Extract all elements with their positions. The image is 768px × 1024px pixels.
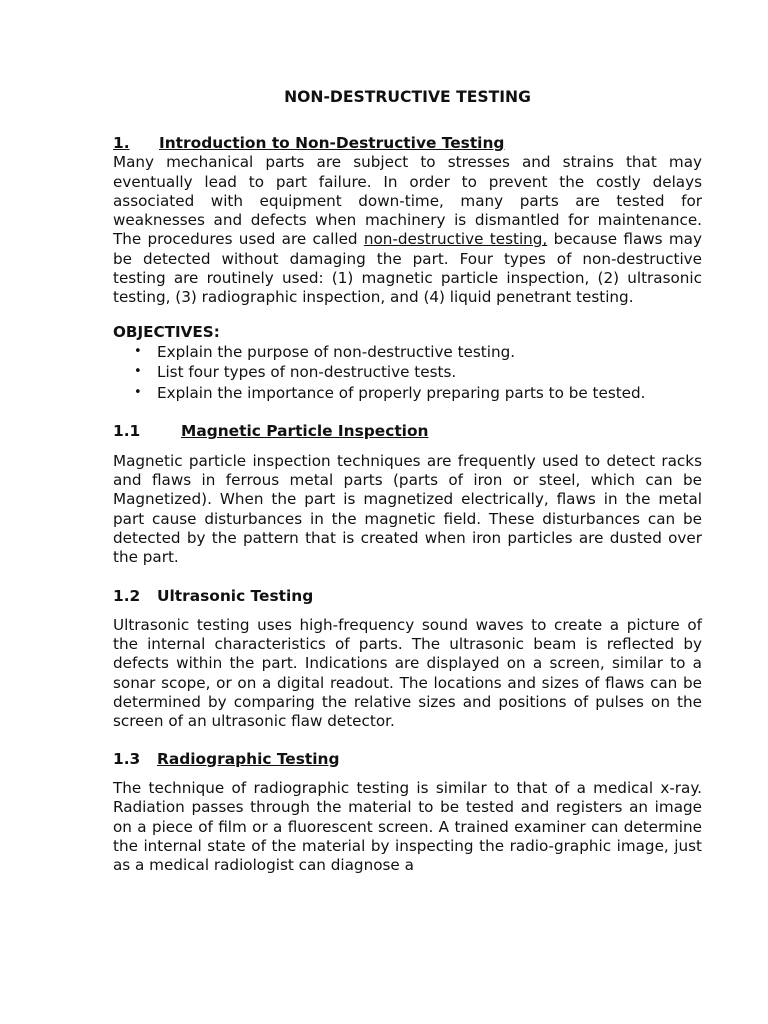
section-1-underlined-term: non-destructive testing, xyxy=(363,230,548,249)
objective-text: Explain the importance of properly preparing parts to be tested. xyxy=(157,383,646,402)
section-1-number: 1. xyxy=(113,134,130,153)
section-1-1-paragraph: Magnetic particle inspection techniques are frequently used to detect racks and flaws in ferrous metal parts (parts of iron or steel, which can be Magnetized). When the part is magnetized electrically, flaws in the metal part cause disturbances in the magnetic field. These disturbances can be detected by the pattern that is created when iron particles are dusted over the part. xyxy=(113,451,702,567)
bullet-icon: • xyxy=(134,384,142,400)
section-1-2-heading xyxy=(113,587,702,606)
document-title: NON-DESTRUCTIVE TESTING xyxy=(284,88,531,106)
section-1-3-title: Radiographic Testing xyxy=(157,749,340,768)
section-1-text-part-2: because flaws may be detected without damaging the part. Four types of non-destructive testing are routinely used: (1) magnetic particle inspection, (2) ultrasonic testing, (3) radiographic inspection, and (4) liquid penetrant testing. xyxy=(113,230,702,307)
objectives-heading: OBJECTIVES: xyxy=(113,322,220,341)
section-1-heading xyxy=(113,134,702,153)
section-1-2-title: Ultrasonic Testing xyxy=(157,586,314,605)
section-1-1-heading xyxy=(113,422,702,441)
section-1-3-number: 1.3 xyxy=(113,749,141,768)
section-1-paragraph xyxy=(113,153,702,307)
objective-text: Explain the purpose of non-destructive testing. xyxy=(157,342,516,361)
section-1-1-number: 1.1 xyxy=(113,422,141,441)
objectives-list xyxy=(113,342,702,404)
section-1-2-paragraph: Ultrasonic testing uses high-frequency sound waves to create a picture of the internal characteristics of parts. The ultrasonic beam is reflected by defects within the part. Indications are displayed on a screen, similar to a sonar scope, or on a digital readout. The locations and sizes of flaws can be determined by comparing the relative sizes and positions of pulses on the screen of an ultrasonic flaw detector. xyxy=(113,615,702,731)
section-1-2-number: 1.2 xyxy=(113,586,141,605)
section-1-text-part-1: Many mechanical parts are subject to stresses and strains that may eventually lead to part failure. In order to prevent the costly delays associated with equipment down-time, many parts are tested for weaknesses and defects when machinery is dismantled for maintenance. The procedures used are called xyxy=(113,153,702,249)
bullet-icon: • xyxy=(134,343,142,359)
objective-text: List four types of non-destructive tests. xyxy=(157,363,457,382)
section-1-title: Introduction to Non-Destructive Testing xyxy=(159,134,505,153)
list-item xyxy=(113,342,702,363)
list-item xyxy=(113,383,702,404)
bullet-icon: • xyxy=(134,364,142,380)
section-1-3-heading xyxy=(113,750,702,769)
list-item xyxy=(113,362,702,383)
document-page xyxy=(113,88,702,875)
section-1-3-paragraph: The technique of radiographic testing is similar to that of a medical x-ray. Radiation passes through the material to be tested and registers an image on a piece of film or a fluorescent screen. A trained examiner can determine the internal state of the material by inspecting the radio-graphic image, just as a medical radiologist can diagnose a xyxy=(113,778,702,875)
section-1-1-title: Magnetic Particle Inspection xyxy=(181,422,429,441)
